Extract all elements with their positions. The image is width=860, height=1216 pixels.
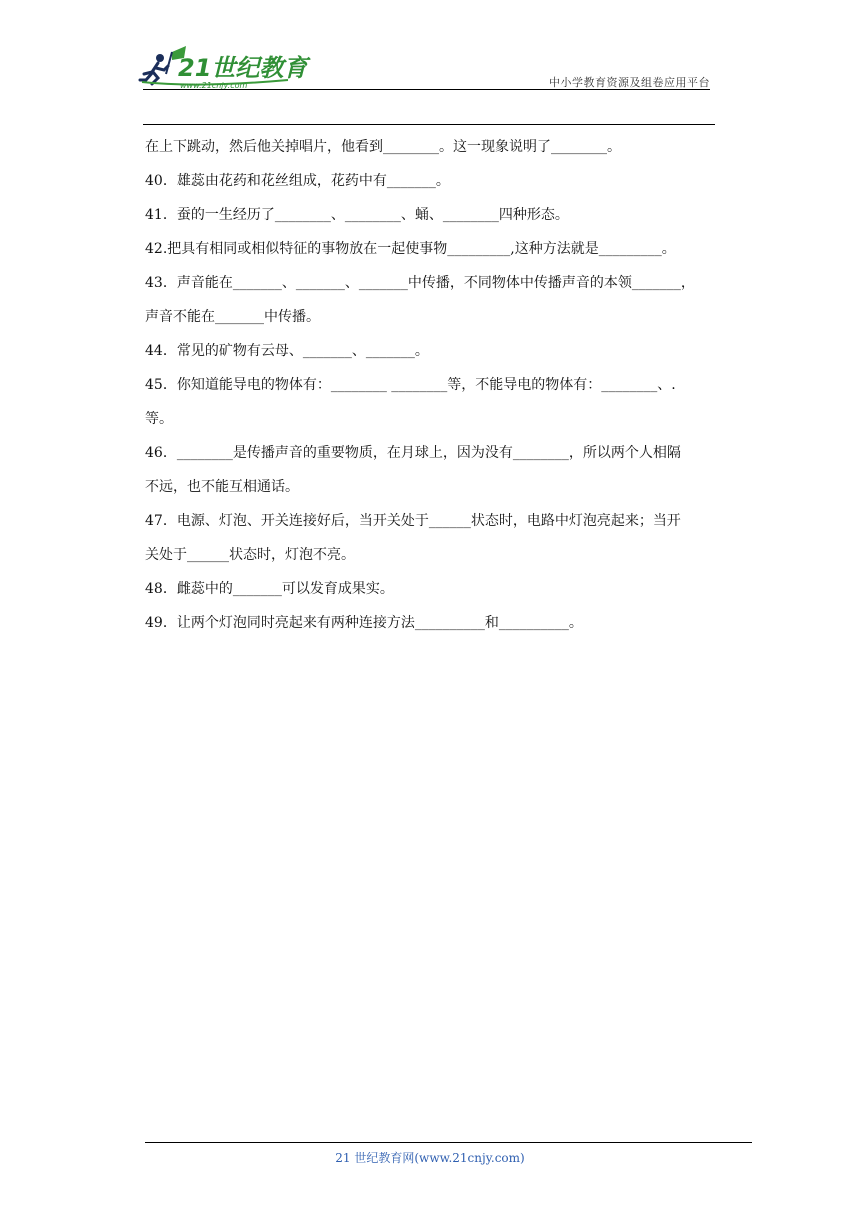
runner-logo-icon [138, 44, 318, 90]
header-tagline: 中小学教育资源及组卷应用平台 [549, 76, 710, 89]
question-line: 等。 [145, 411, 173, 427]
logo-wordmark: 21世纪教育 [178, 54, 308, 82]
question-line: 40．雄蕊由花药和花丝组成，花药中有_______。 [145, 173, 450, 189]
question-line: 43．声音能在_______、_______、_______中传播，不同物体中传播声音的本领_______， [145, 275, 695, 291]
header-divider [143, 89, 710, 90]
logo-url: www.21cnjy.com [180, 81, 248, 90]
question-list [145, 130, 718, 640]
question-line: 47．电源、灯泡、开关连接好后，当开关处于______状态时，电路中灯泡亮起来；当开 [145, 513, 681, 529]
question-line: 关处于______状态时，灯泡不亮。 [145, 547, 355, 563]
footer-divider [145, 1142, 752, 1143]
question-line: 44．常见的矿物有云母、_______、_______。 [145, 343, 429, 359]
site-logo[interactable] [138, 44, 318, 90]
footer-link[interactable]: 21 世纪教育网(www.21cnjy.com) [335, 1151, 525, 1165]
question-line: 在上下跳动，然后他关掉唱片，他看到________。这一现象说明了________。 [145, 139, 621, 155]
question-line: 46．________是传播声音的重要物质，在月球上，因为没有________，所以两个人相隔 [145, 445, 681, 461]
question-line: 42.把具有相同或相似特征的事物放在一起使事物_________,这种方法就是_________。 [145, 241, 676, 257]
content-top-divider [143, 124, 715, 125]
question-line: 49．让两个灯泡同时亮起来有两种连接方法__________和__________。 [145, 615, 583, 631]
question-line: 45．你知道能导电的物体有：________ ________等，不能导电的物体有：________、. [145, 377, 676, 393]
question-line: 声音不能在_______中传播。 [145, 309, 320, 325]
question-line: 不远，也不能互相通话。 [145, 479, 299, 495]
question-line: 41．蚕的一生经历了________、________、蛹、________四种形态。 [145, 207, 569, 223]
question-line: 48．雌蕊中的_______可以发育成果实。 [145, 581, 394, 597]
